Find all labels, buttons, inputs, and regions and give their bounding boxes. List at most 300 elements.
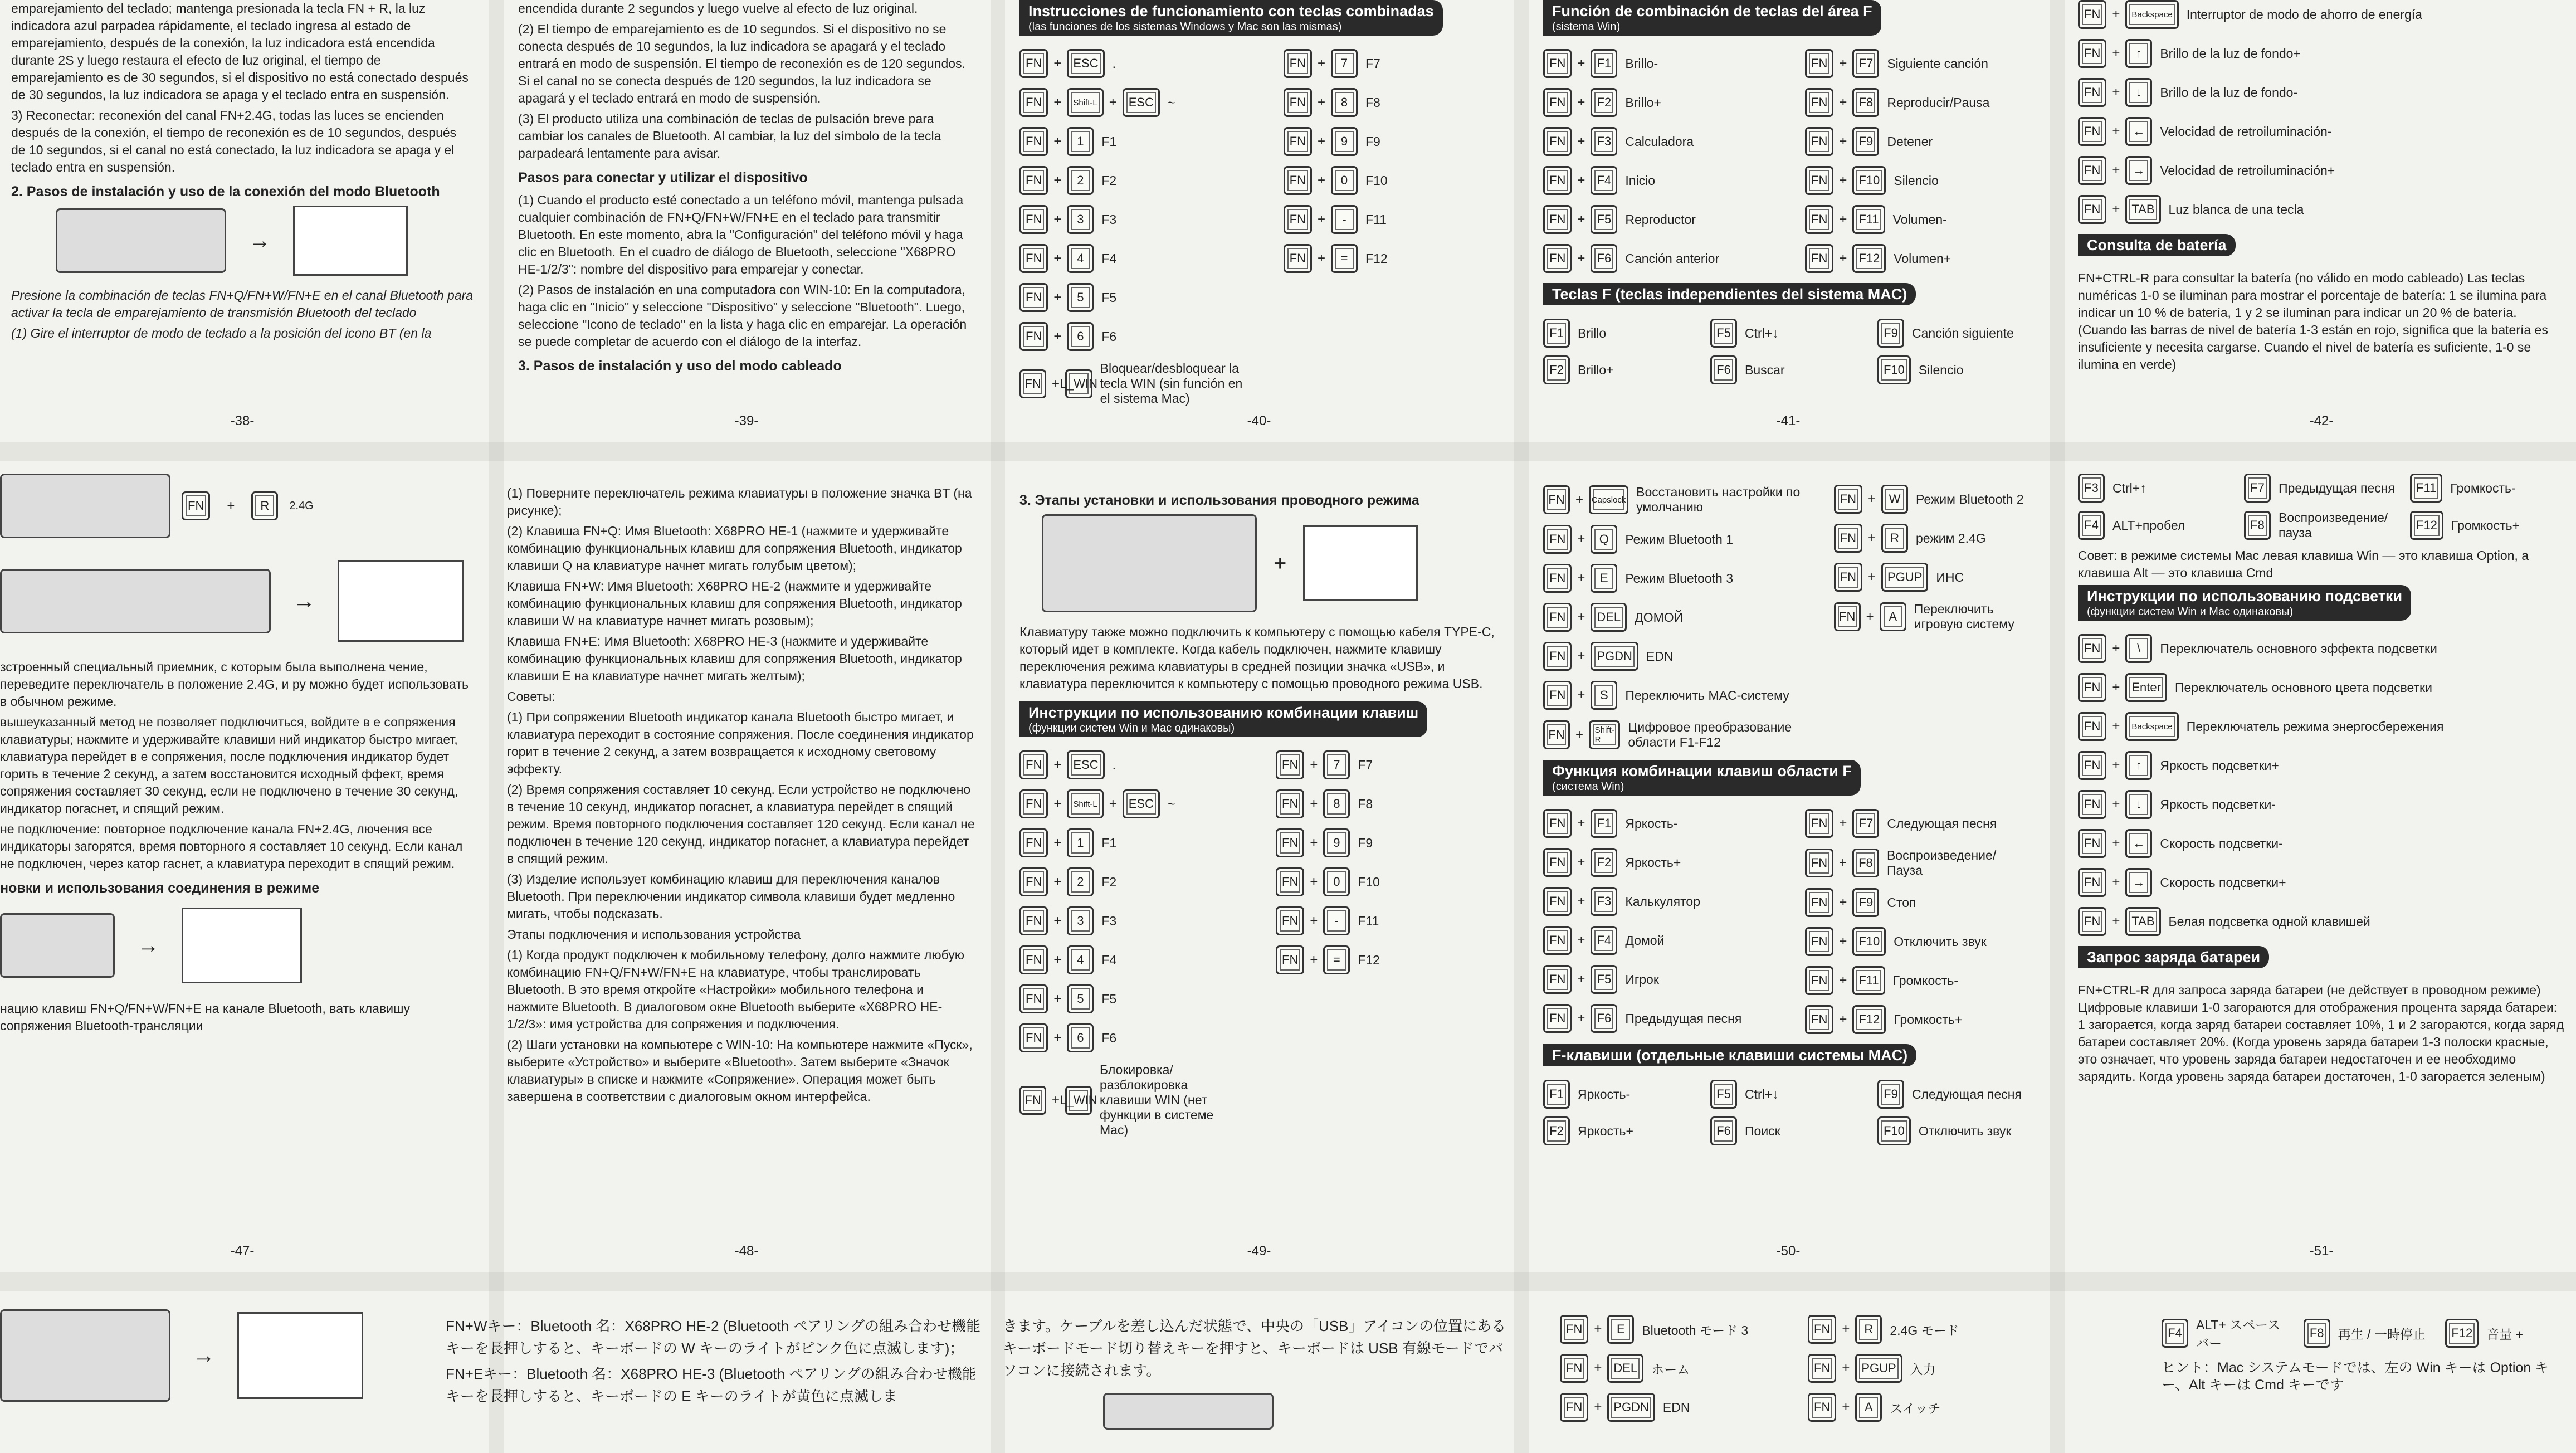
mac-key-item — [2078, 474, 2233, 503]
combo-row: FN + 5 F5 — [1019, 984, 1242, 1013]
paragraph: (2) Pasos de instalación en una computadora con WIN-10: En la computadora, haga clic en "Inicio" y seleccione "Dispositivo" y seleccione "Bluetooth". Luego, seleccione "Icono de teclado" en la lista y haga clic en emparejar. La operación se puede completar de acuerdo con el diálogo de la interfaz. — [518, 282, 967, 349]
combo-label: Velocidad de retroiluminación- — [2160, 124, 2332, 139]
fn-key: FN — [1805, 888, 1833, 917]
combo-row: FN + L_WIN Блокировка/разблокировка клавиши WIN (нет функции в системе Mac) — [1019, 1062, 1242, 1138]
combo-label: F9 — [1365, 134, 1380, 149]
key-label: ALT+ スペースバー — [2196, 1318, 2281, 1350]
fn-key: FN — [1805, 49, 1833, 78]
combo-row: FN + Shift-R Цифровое преобразование области F1-F12 — [1543, 720, 1823, 750]
fn-key: FN — [1284, 166, 1312, 195]
fn-key: FN — [2078, 673, 2106, 702]
combo-row: FN + 1 F1 — [1019, 828, 1242, 857]
f11-key: F11 — [1852, 966, 1885, 995]
combo-row: FN + 8 F8 — [1284, 88, 1499, 117]
f3-key: F3 — [1591, 127, 1617, 156]
paragraph: зстроенный специальный приемник, с которым была выполнена чение, переведите переключатель в положение 2.4G, и ру можно будет использовать в обычном режиме. — [0, 660, 469, 709]
paragraph-list — [507, 462, 986, 1105]
combo-row: FN + TAB Белая подсветка одной клавишей — [2078, 907, 2565, 936]
f4-key: F4 — [2078, 511, 2105, 540]
combo-row: FN + 1 F1 — [1019, 127, 1250, 156]
paragraph: 3) Reconectar: reconexión del canal FN+2.4G, todas las luces se encienden después de la conexión, el tiempo de reconexión es de 10 segundos, después de 10 segundos, si el canal no está conectado, la luz indicadora se apaga y el teclado entra en suspensión. — [11, 108, 457, 174]
e-key: E — [1591, 564, 1617, 593]
esc-key: ESC — [1123, 88, 1160, 117]
e-key: E — [1607, 1315, 1634, 1344]
combo-label: Блокировка/разблокировка клавиши WIN (нет функции в системе Mac) — [1100, 1062, 1214, 1137]
fn-key: FN — [1543, 244, 1572, 273]
fn-key: FN — [2078, 829, 2106, 858]
mac-key-item — [1710, 1116, 1866, 1145]
mac-key-item — [2445, 1315, 2576, 1352]
symbol-key: ↑ — [2125, 39, 2152, 68]
receiver-illustration: FN + R 2.4G — [0, 474, 474, 538]
fn-key: FN — [2078, 907, 2106, 936]
key-label: Воспроизведение/пауза — [2279, 510, 2388, 540]
f1-key: F1 — [1543, 1080, 1570, 1109]
fn-key: FN — [1805, 166, 1833, 195]
combo-row: FN + F3 Calculadora — [1543, 127, 1772, 156]
combo-row: FN + 3 F3 — [1019, 205, 1250, 234]
fold-line — [489, 0, 504, 1453]
fn-key: FN — [1019, 205, 1048, 234]
section-title-bar: Инструкции по использованию комбинации клавиш (функции систем Win и Mac одинаковы) — [1019, 701, 1427, 737]
paragraph: (1) При сопряжении Bluetooth индикатор канала Bluetooth быстро мигает, и клавиатура переходит в состояние сопряжения. После соединения индикатор горит в течение 2 секунд, а затем возвращается к исходному световому эффекту. — [507, 710, 974, 776]
combo-list — [1543, 49, 1772, 283]
fn-key: FN — [1284, 205, 1312, 234]
mac-key-item — [2304, 1315, 2434, 1352]
combo-row: FN + F2 Яркость+ — [1543, 848, 1772, 877]
fn-key: FN — [1276, 750, 1304, 779]
combo-label: Следующая песня — [1887, 816, 1997, 831]
paragraph: (2) Клавиша FN+Q: Имя Bluetooth: X68PRO HE-1 (нажмите и удерживайте комбинацию функциональных клавиш для сопряжения Bluetooth, индикатор клавиши Q на клавиатуре начнет мигать голубым цветом); — [507, 524, 962, 573]
page-bottom-jp-1 — [446, 1304, 986, 1453]
combo-label: Игрок — [1625, 972, 1659, 987]
fn-key: FN — [1543, 965, 1572, 994]
fn-key: FN — [1276, 789, 1304, 818]
symbol-key: ← — [2125, 117, 2152, 146]
combo-row: FN + PGUP 入力 — [1808, 1354, 2045, 1383]
mac-key-grid — [2162, 1315, 2576, 1352]
combo-label: режим 2.4G — [1916, 530, 1986, 545]
combo-list — [1834, 485, 2033, 760]
combo-row: FN + F11 Volumen- — [1805, 205, 2033, 234]
f2-key: F2 — [1543, 355, 1570, 384]
combo-label: Режим Bluetooth 2 — [1916, 491, 2024, 506]
combo-label: F7 — [1358, 757, 1373, 772]
6-key: 6 — [1067, 1023, 1094, 1052]
combo-row: FN + 6 F6 — [1019, 322, 1250, 351]
combo-label: F10 — [1365, 173, 1388, 188]
f5-key: F5 — [1710, 319, 1737, 348]
paragraph: (3) El producto utiliza una combinación de teclas de pulsación breve para cambiar los canales de Bluetooth. Al cambiar, la luz del símbolo de la tecla parpadeará lentamente para avisar. — [518, 111, 941, 160]
combo-label: F12 — [1358, 952, 1380, 967]
combo-label: F6 — [1101, 329, 1117, 344]
combo-label: Siguiente canción — [1887, 56, 1988, 71]
fn-key: FN — [1543, 887, 1572, 916]
page-39 — [507, 0, 986, 435]
combo-label: Interruptor de modo de ahorro de energía — [2186, 7, 2422, 22]
combo-row: FN + ← Скорость подсветки- — [2078, 829, 2565, 858]
0-key: 0 — [1331, 166, 1358, 195]
keyboard-illustration — [1103, 1393, 1274, 1430]
9-key: 9 — [1323, 828, 1350, 857]
combo-row: FN + F11 Громкость- — [1805, 966, 2033, 995]
key-label: Отключить звук — [1918, 1123, 2012, 1138]
fn-key: FN — [1019, 1023, 1048, 1052]
combo-row: FN + DEL ホーム — [1560, 1354, 1797, 1383]
combo-row: FN + F7 Следующая песня — [1805, 809, 2033, 838]
w-key: W — [1881, 485, 1908, 514]
combo-row: FN + PGUP ИНС — [1834, 563, 2033, 592]
fn-key: FN — [1543, 1004, 1572, 1033]
symbol-key: ← — [2125, 829, 2152, 858]
combo-row: FN + 7 F7 — [1276, 750, 1499, 779]
fn-key: FN — [1543, 166, 1572, 195]
symbol-key: - — [1331, 205, 1358, 234]
del-key: DEL — [1607, 1354, 1643, 1383]
key-label: Следующая песня — [1912, 1086, 2022, 1101]
tab-key: TAB — [2125, 907, 2160, 936]
paragraph: FN+Wキー：Bluetooth 名：X68PRO HE-2 (Bluetooth ペアリングの組み合わせ機能キーを長押しすると、キーボードの W キーのライトがピンク色に点滅します)； — [446, 1318, 980, 1357]
tip-text: Совет: в режиме системы Mac левая клавиша Win — это клавиша Option, а клавиша Alt — это клавиша Cmd — [2078, 548, 2529, 580]
combo-row: FN + Backspace Переключатель режима энергосбережения — [2078, 712, 2565, 741]
section-heading: Pasos para conectar y utilizar el dispositivo — [518, 170, 808, 186]
fold-line — [2050, 0, 2065, 1453]
f1-key: F1 — [1591, 809, 1617, 838]
fn-key: FN — [1284, 244, 1312, 273]
fn-key: FN — [1834, 563, 1862, 592]
combo-row: FN + F2 Brillo+ — [1543, 88, 1772, 117]
f6-key: F6 — [1591, 244, 1617, 273]
page-number: -39- — [734, 413, 759, 428]
combo-row: FN + 7 F7 — [1284, 49, 1499, 78]
section-title-bar: Instrucciones de funcionamiento con teclas combinadas (las funciones de los sistemas Windows y Mac son las mismas) — [1019, 0, 1443, 36]
paragraph: FN+CTRL-R для запроса заряда батареи (не действует в проводном режиме) Цифровые клавиши 1-0 загораются для отображения процента заряда батареи: 1 загорается, когда заряд батареи составляет 10%, 1 и 2 загораются, когда заряд батареи составляет 20%. (Когда уровень заряда батареи 1-3 полоски красные, это означает, что уровень заряда батареи недостаточен и ее необходимо зарядить. Когда уровень заряда батареи достаточен, 1-0 загорается зеленым) — [2078, 983, 2564, 1084]
combo-label: Brillo+ — [1625, 95, 1661, 110]
combo-row: FN + ↓ Яркость подсветки- — [2078, 790, 2565, 819]
combo-label: ИНС — [1936, 569, 1964, 584]
f2-key: F2 — [1591, 848, 1617, 877]
esc-key: ESC — [1067, 49, 1104, 78]
fn-key: FN — [1019, 322, 1048, 351]
combo-label: F4 — [1101, 251, 1117, 266]
page-48 — [507, 462, 986, 1265]
bluetooth-illustration: → — [0, 908, 474, 983]
caption: Presione la combinación de teclas FN+Q/FN+W/FN+E en el canal Bluetooth para activar la tecla de emparejamiento de transmisión Bluetooth del teclado — [11, 288, 474, 320]
combo-row: FN + ESC . — [1019, 750, 1242, 779]
paragraph: Клавиша FN+W: Имя Bluetooth: X68PRO HE-2 (нажмите и удерживайте комбинацию функциональных клавиш для сопряжения Bluetooth, индикатор клавиши W на клавиатуре начнет мигать розовым); — [507, 579, 962, 628]
fn-key: FN — [1019, 750, 1048, 779]
2-key: 2 — [1067, 166, 1094, 195]
combo-row: FN + S Переключить MAC-систему — [1543, 681, 1823, 710]
combo-label: EDN — [1662, 1400, 1690, 1415]
page-bottom-left — [0, 1287, 485, 1453]
fn-key: FN — [1805, 127, 1833, 156]
esc-key: ESC — [1123, 789, 1160, 818]
combo-list — [1019, 750, 1242, 1148]
page-number: -41- — [1776, 413, 1801, 428]
f4-key: F4 — [1591, 926, 1617, 955]
combo-label: Яркость+ — [1625, 855, 1681, 870]
key-label: Ctrl+↓ — [1745, 325, 1779, 340]
fn-key: FN — [1808, 1354, 1836, 1383]
bluetooth-illustration: → — [56, 206, 474, 276]
fold-line — [0, 442, 2576, 461]
combo-row: FN + = F12 — [1276, 945, 1499, 974]
combo-list — [2078, 0, 2565, 224]
combo-label: F1 — [1101, 134, 1117, 149]
combo-row: FN + 0 F10 — [1284, 166, 1499, 195]
backspace-key: Backspace — [2125, 0, 2178, 29]
f5-key: F5 — [1591, 965, 1617, 994]
combo-list — [2078, 634, 2565, 936]
combo-label: F5 — [1101, 991, 1117, 1006]
fn-key: FN — [1834, 602, 1861, 631]
combo-row: FN + F6 Canción anterior — [1543, 244, 1772, 273]
9-key: 9 — [1331, 127, 1358, 156]
mac-key-item — [1877, 355, 2033, 384]
fn-key: FN — [1805, 849, 1833, 877]
combo-label: F8 — [1358, 796, 1373, 811]
key-label: Ctrl+↓ — [1745, 1086, 1779, 1101]
combo-row: FN + F9 Detener — [1805, 127, 2033, 156]
combo-label: F6 — [1101, 1030, 1117, 1045]
fn-key: FN — [1019, 127, 1048, 156]
symbol-key: → — [2125, 156, 2152, 185]
fn-key: FN — [1543, 88, 1572, 117]
page-number: -47- — [230, 1244, 255, 1259]
combo-label: Canción anterior — [1625, 251, 1720, 266]
combo-label: Brillo de la luz de fondo+ — [2160, 46, 2301, 61]
combo-label: F3 — [1101, 913, 1117, 928]
paragraph: (2) El tiempo de emparejamiento es de 10 segundos. Si el dispositivo no se conecta después de 10 segundos, la luz indicadora se apagará y el teclado entrará en modo de suspensión. El tiempo de reconexión es de 120 segundos. Si el canal no se conecta después de 120 segundos, la luz indicadora se apagará y el teclado entrará en modo de suspensión. — [518, 22, 965, 105]
symbol-key: = — [1323, 945, 1350, 974]
page-bottom-jp-4 — [2162, 1315, 2576, 1453]
capslock-key: Capslock — [1589, 485, 1628, 514]
0-key: 0 — [1323, 867, 1350, 896]
paragraph: FN+CTRL-R para consultar la batería (no válido en modo cableado) Las teclas numéricas 1-0 se iluminan para mostrar el porcentaje de batería: 1 se ilumina para indicar un 10 % de batería, 1 y 2 se iluminan para indicar un 20 % de batería. (Cuando las barras de nivel de batería 1-3 están en rojo, significa que la batería es insuficiente y necesita cargarse. Cuando el nivel de batería es suficiente, 1-0 se ilumina en verde) — [2078, 271, 2548, 372]
key-label: Canción siguiente — [1912, 325, 2014, 340]
combo-row: FN + ↑ Brillo de la luz de fondo+ — [2078, 39, 2565, 68]
combo-row: FN + ↑ Яркость подсветки+ — [2078, 751, 2565, 780]
key-label: Яркость- — [1578, 1086, 1631, 1101]
shift-l-key: Shift-L — [1067, 789, 1103, 818]
combo-label: Домой — [1625, 933, 1665, 948]
combo-label: Calculadora — [1625, 134, 1694, 149]
page-47 — [0, 462, 485, 1265]
r-key: R — [251, 491, 278, 520]
combo-list — [1805, 49, 2033, 283]
combo-label: Silencio — [1894, 173, 1939, 188]
fn-key: FN — [1276, 867, 1304, 896]
combo-label: Отключить звук — [1894, 934, 1987, 949]
combo-label: Скорость подсветки+ — [2160, 875, 2286, 890]
symbol-key: → — [2125, 868, 2152, 897]
page-number: -49- — [1247, 1244, 1271, 1259]
combo-label: Громкость- — [1892, 973, 1958, 988]
q-key: Q — [1591, 525, 1617, 554]
combo-label: Brillo- — [1625, 56, 1658, 71]
combo-row: FN + F8 Reproducir/Pausa — [1805, 88, 2033, 117]
page-50 — [1532, 462, 2045, 1265]
combo-row: FN + F5 Игрок — [1543, 965, 1772, 994]
combo-label: Яркость- — [1625, 816, 1678, 831]
fn-key: FN — [1019, 369, 1046, 398]
symbol-key: - — [1323, 906, 1350, 935]
section-title-bar: Teclas F (teclas independientes del sistema MAC) — [1543, 283, 1916, 305]
combo-row: FN + F12 Громкость+ — [1805, 1005, 2033, 1034]
combo-row: FN + F12 Volumen+ — [1805, 244, 2033, 273]
combo-row: FN + F4 Домой — [1543, 926, 1772, 955]
f6-key: F6 — [1591, 1004, 1617, 1033]
esc-key: ESC — [1067, 750, 1104, 779]
combo-row: FN + → Velocidad de retroiluminación+ — [2078, 156, 2565, 185]
fn-key: FN — [1019, 828, 1048, 857]
5-key: 5 — [1067, 984, 1094, 1013]
fn-key: FN — [1019, 867, 1048, 896]
combo-label: 入力 — [1910, 1362, 1936, 1377]
section-heading: 2. Pasos de instalación y uso de la conexión del modo Bluetooth — [11, 184, 440, 199]
tab-key: TAB — [2125, 195, 2160, 224]
f5-key: F5 — [1591, 205, 1617, 234]
paragraph: (2) Время сопряжения составляет 10 секунд. Если устройство не подключено в течение 10 секунд, индикатор погаснет, а клавиатура перейдет в спящий режим. Время повторного подключения составляет 120 секунд. Если канал не подключен в течение 120 секунд, индикатор погаснет, а клавиатура перейдет в спящий режим. — [507, 782, 975, 866]
combo-label: Стоп — [1887, 895, 1916, 910]
combo-label: F4 — [1101, 952, 1117, 967]
mac-key-item — [1877, 1080, 2033, 1109]
fn-key: FN — [1276, 945, 1304, 974]
combo-label: Reproductor — [1625, 212, 1696, 227]
5-key: 5 — [1067, 283, 1094, 312]
combo-row: FN + 2 F2 — [1019, 867, 1242, 896]
fn-key: FN — [1560, 1315, 1588, 1344]
combo-label: Калькулятор — [1625, 894, 1700, 909]
fn-key: FN — [1019, 789, 1048, 818]
combo-row: FN + F4 Inicio — [1543, 166, 1772, 195]
paragraph: emparejamiento del teclado; mantenga presionada la tecla FN + R, la luz indicadora azul parpadea rápidamente, el teclado ingresa al estado de emparejamiento, después de la conexión, la luz indicadora está encendida durante 2S y luego restaura el efecto de luz original, el tiempo de emparejamiento es de 30 segundos, si el dispositivo no está conectado después de 30 segundos, la luz indicadora se apaga y el teclado entra en suspensión. — [11, 1, 469, 102]
page-number: -38- — [230, 413, 255, 428]
section-heading: новки и использования соединения в режиме — [0, 880, 320, 896]
combo-label: Переключить MAC-систему — [1625, 688, 1789, 703]
combo-label: F2 — [1101, 173, 1117, 188]
combo-row: FN + F8 Воспроизведение/ Пауза — [1805, 848, 2033, 878]
combo-row: FN + F3 Калькулятор — [1543, 887, 1772, 916]
f6-key: F6 — [1710, 1116, 1737, 1145]
combo-label: Восстановить настройки по умолчанию — [1636, 485, 1801, 514]
key-label: Ctrl+↑ — [2112, 480, 2146, 495]
page-40 — [1008, 0, 1510, 435]
paragraph: (1) Gire el interruptor de modo de teclado a la posición del icono BT (en la — [11, 326, 432, 340]
fn-key: FN — [1284, 88, 1312, 117]
del-key: DEL — [1591, 603, 1627, 632]
combo-row: FN + F10 Silencio — [1805, 166, 2033, 195]
paragraph: (2) Шаги установки на компьютере с WIN-10: На компьютере нажмите «Пуск», выберите «Устройство» и выберите «Bluetooth». Затем выберите «Значок клавиатуры» в списке и нажмите «Сопряжение». Операция может быть завершена в соответствии с диалоговым окном интерфейса. — [507, 1037, 973, 1104]
combo-list — [1019, 49, 1250, 416]
fn-key: FN — [1543, 848, 1572, 877]
combo-label: Цифровое преобразование области F1-F12 — [1628, 720, 1792, 749]
combo-label: F12 — [1365, 251, 1388, 266]
fn-key: FN — [1805, 205, 1833, 234]
l-win-key: L_WIN — [1065, 1086, 1092, 1115]
combo-label: Переключить игровую систему — [1914, 602, 2014, 631]
combo-label: Переключатель режима энергосбережения — [2186, 719, 2444, 734]
fn-key: FN — [1543, 49, 1572, 78]
tip-text: ヒント：Mac システムモードでは、左の Win キーは Option キー、Alt キーは Cmd キーです — [2162, 1360, 2549, 1393]
combo-label: Reproducir/Pausa — [1887, 95, 1990, 110]
fn-key: FN — [2078, 868, 2106, 897]
combo-row: FN + A Переключить игровую систему — [1834, 602, 2033, 632]
caption: нацию клавиш FN+Q/FN+W/FN+E на канале Bluetooth, вать клавишу сопряжения Bluetooth-трансляции — [0, 1001, 410, 1033]
f2-key: F2 — [1543, 1116, 1570, 1145]
page-number: -42- — [2309, 413, 2334, 428]
fn-key: FN — [2078, 751, 2106, 780]
combo-label: ДОМОЙ — [1635, 610, 1684, 625]
f10-key: F10 — [1877, 355, 1911, 384]
fn-key: FN — [1019, 166, 1048, 195]
paragraph: きます。ケーブルを差し込んだ状態で、中央の「USB」アイコンの位置にあるキーボードモード切り替えキーを押すと、キーボードは USB 有線モードでパソコンに接続されます。 — [1003, 1318, 1506, 1379]
symbol-key: ↓ — [2125, 78, 2152, 107]
combo-row: FN + PGDN EDN — [1560, 1393, 1797, 1422]
fold-line — [1514, 0, 1529, 1453]
page-49 — [1008, 462, 1510, 1265]
combo-row: FN + Backspace Interruptor de modo de ahorro de energía — [2078, 0, 2565, 29]
combo-row: FN + F6 Предыдущая песня — [1543, 1004, 1772, 1033]
mac-key-item — [2410, 510, 2565, 540]
paragraph: (1) Когда продукт подключен к мобильному телефону, долго нажмите любую комбинацию FN+Q/FN+W/FN+E на клавиатуре, чтобы транслировать Bluetooth. В это время откройте «Настройки» мобильного телефона и нажмите Bluetooth. В диалоговом окне Bluetooth выберите «X68PRO HE-1/2/3»: имя устройства для сопряжения и подключения. — [507, 948, 964, 1031]
section-heading: 3. Этапы установки и использования проводного режима — [1019, 493, 1419, 508]
section-title-bar: F-клавиши (отдельные клавиши системы MAC) — [1543, 1044, 1916, 1066]
fn-key: FN — [1543, 485, 1570, 514]
fn-key: FN — [2078, 156, 2106, 185]
combo-row: FN + - F11 — [1276, 906, 1499, 935]
l-win-key: L_WIN — [1065, 369, 1092, 398]
fn-key: FN — [1019, 1086, 1046, 1115]
section-title-bar: Función de combinación de teclas del área F (sistema Win) — [1543, 0, 1881, 36]
combo-row: FN + F5 Reproductor — [1543, 205, 1772, 234]
combo-label: F3 — [1101, 212, 1117, 227]
key-label: Громкость+ — [2451, 518, 2520, 533]
combo-label: Переключатель основного цвета подсветки — [2174, 680, 2432, 695]
combo-label: . — [1112, 56, 1116, 71]
fn-key: FN — [2078, 0, 2106, 29]
combo-row: FN + 8 F8 — [1276, 789, 1499, 818]
section-heading: 3. Pasos de instalación y uso del modo cableado — [518, 358, 842, 374]
combo-row: FN + Shift-L + ESC ~ — [1019, 789, 1242, 818]
paragraph: Клавиша FN+E: Имя Bluetooth: X68PRO HE-3 (нажмите и удерживайте комбинацию функциональных клавиш для сопряжения Bluetooth, индикатор клавиши E на клавиатуре начнет мигать желтым); — [507, 634, 962, 683]
fn-key: FN — [1543, 564, 1572, 593]
symbol-key: = — [1331, 244, 1358, 273]
key-label: ALT+пробел — [2112, 518, 2185, 533]
combo-row: FN + Q Режим Bluetooth 1 — [1543, 525, 1823, 554]
combo-row: FN + F10 Отключить звук — [1805, 927, 2033, 956]
combo-label: Переключатель основного эффекта подсветки — [2160, 641, 2437, 656]
combo-row: FN + Shift-L + ESC ~ — [1019, 88, 1250, 117]
f6-key: F6 — [1710, 355, 1737, 384]
f10-key: F10 — [1877, 1116, 1911, 1145]
combo-label: F1 — [1101, 835, 1117, 850]
fn-key: FN — [182, 491, 210, 520]
mac-key-grid — [2078, 474, 2565, 540]
combo-row: FN + F1 Яркость- — [1543, 809, 1772, 838]
page-51 — [2067, 462, 2576, 1265]
combo-list — [1560, 1315, 1797, 1432]
paragraph: FN+Eキー：Bluetooth 名：X68PRO HE-3 (Bluetooth ペアリングの組み合わせ機能キーを長押しすると、キーボードの E キーのライトが黄色に点滅しま — [446, 1366, 977, 1405]
key-label: Brillo+ — [1578, 362, 1614, 377]
combo-row: FN + → Скорость подсветки+ — [2078, 868, 2565, 897]
key-label: 音量 + — [2486, 1327, 2524, 1342]
pgdn-key: PGDN — [1607, 1393, 1655, 1422]
combo-label: EDN — [1646, 649, 1674, 664]
combo-row: FN + 4 F4 — [1019, 945, 1242, 974]
fn-key: FN — [1019, 283, 1048, 312]
